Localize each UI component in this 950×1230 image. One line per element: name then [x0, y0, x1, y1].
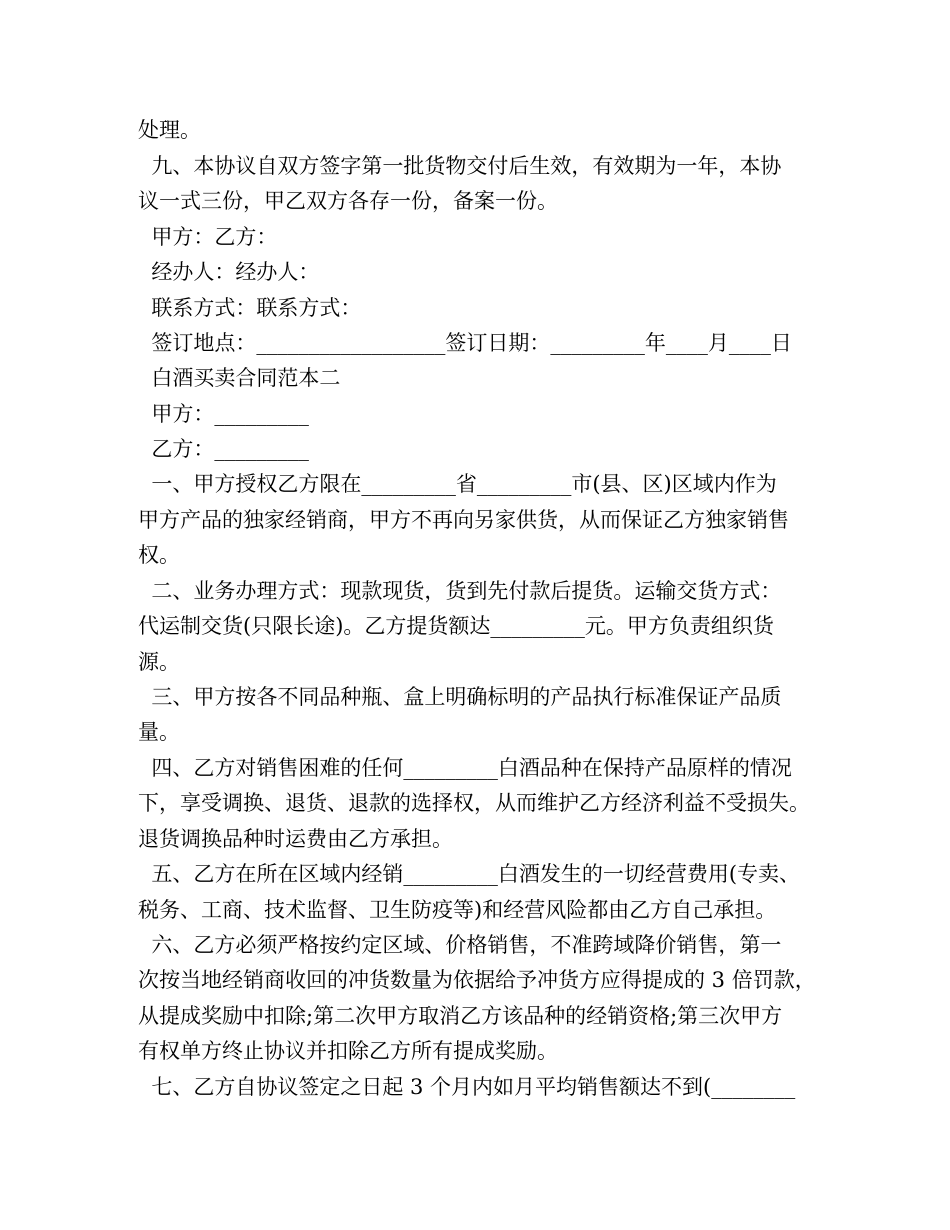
text-line: 甲方产品的独家经销商，甲方不再向另家供货，从而保证乙方独家销售: [138, 508, 789, 532]
text-line: 甲方：_________: [138, 402, 309, 426]
text-line: 税务、工商、技术监督、卫生防疫等)和经营风险都由乙方自己承担。: [138, 898, 777, 922]
text-line: 处理。: [138, 118, 201, 142]
text-line: 四、乙方对销售困难的任何_________白酒品种在保持产品原样的情况: [138, 756, 792, 780]
text-line: 一、甲方授权乙方限在_________省_________市(县、区)区域内作为: [138, 472, 777, 496]
text-line: 乙方：_________: [138, 437, 309, 461]
text-line: 七、乙方自协议签定之日起 3 个月内如月平均销售额达不到(________: [138, 1075, 796, 1099]
text-line: 议一式三份，甲乙双方各存一份，备案一份。: [138, 189, 558, 213]
text-line: 六、乙方必须严格按约定区域、价格销售，不准跨域降价销售，第一: [138, 933, 782, 957]
text-line: 签订地点：__________________签订日期：_________年____月____日: [138, 331, 792, 355]
text-line: 联系方式：联系方式：: [138, 296, 362, 320]
text-line: 从提成奖励中扣除;第二次甲方取消乙方该品种的经销资格;第三次甲方: [138, 1004, 783, 1028]
text-line: 经办人：经办人：: [138, 260, 320, 284]
text-line: 量。: [138, 720, 180, 744]
text-line: 权。: [138, 543, 180, 567]
text-line: 次按当地经销商收回的冲货数量为依据给予冲货方应得提成的 3 倍罚款，: [138, 968, 816, 992]
text-line: 甲方：乙方：: [138, 225, 278, 249]
text-line: 代运制交货(只限长途)。乙方提货额达_________元。甲方负责组织货: [138, 614, 774, 638]
text-line: 退货调换品种时运费由乙方承担。: [138, 827, 453, 851]
text-line: 九、本协议自双方签字第一批货物交付后生效，有效期为一年，本协: [138, 154, 782, 178]
text-line: 源。: [138, 650, 180, 674]
text-line: 有权单方终止协议并扣除乙方所有提成奖励。: [138, 1039, 558, 1063]
text-line: 三、甲方按各不同品种瓶、盒上明确标明的产品执行标准保证产品质: [138, 685, 782, 709]
text-line: 五、乙方在所在区域内经销_________白酒发生的一切经营费用(专卖、: [138, 862, 801, 886]
text-line: 二、业务办理方式：现款现货，货到先付款后提货。运输交货方式：: [138, 579, 782, 603]
section-title: 白酒买卖合同范本二: [138, 366, 341, 390]
text-line: 下，享受调换、退货、退款的选择权，从而维护乙方经济利益不受损失。: [138, 791, 810, 815]
